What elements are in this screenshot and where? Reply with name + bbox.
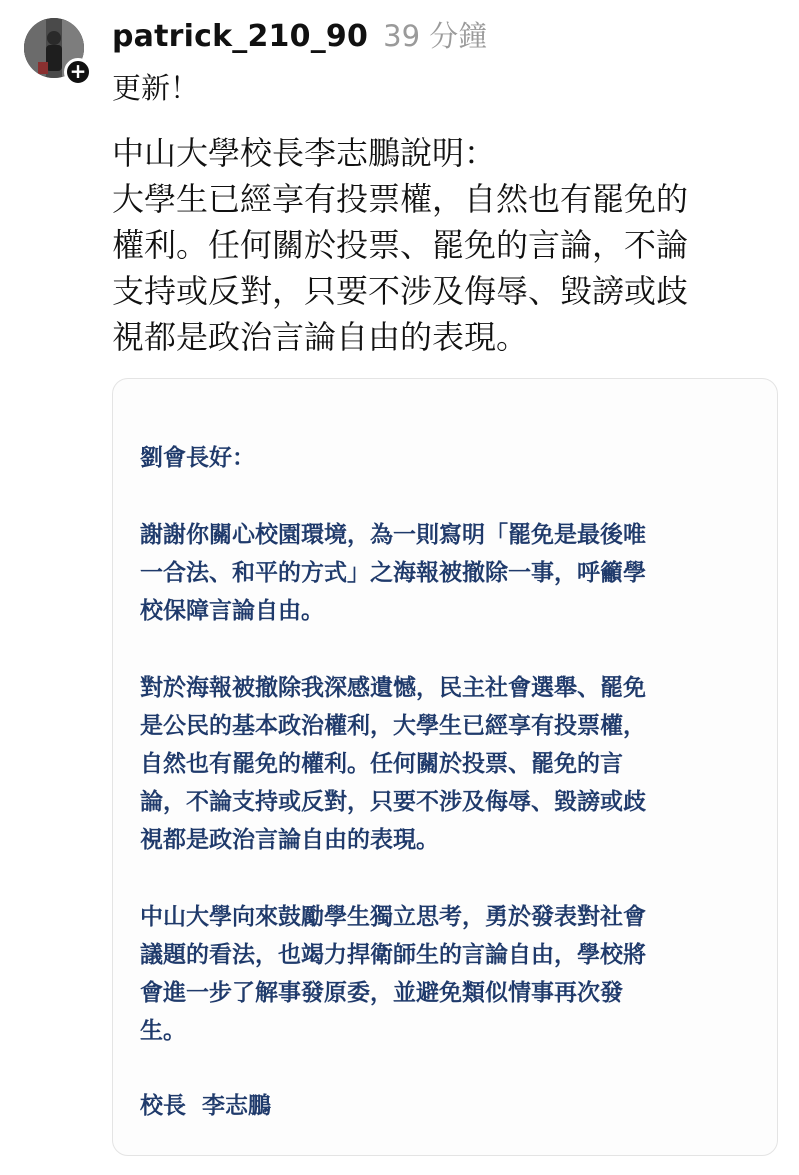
username[interactable]: patrick_210_90 bbox=[112, 19, 369, 54]
post-line: 中山大學校長李志鵬說明： bbox=[112, 134, 497, 172]
post-body bbox=[112, 130, 772, 360]
letter-greeting: 劉會長好： bbox=[140, 445, 255, 471]
letter-line: 謝謝你關心校園環境，為一則寫明「罷免是最後唯 bbox=[140, 522, 646, 548]
letter-line: 校保障言論自由。 bbox=[140, 598, 324, 624]
letter-line: 自然也有罷免的權利。任何關於投票、罷免的言 bbox=[140, 751, 623, 777]
post-header bbox=[112, 14, 779, 55]
letter-line: 視都是政治言論自由的表現。 bbox=[140, 827, 439, 853]
letter-line: 是公民的基本政治權利，大學生已經享有投票權， bbox=[140, 713, 646, 739]
letter-line: 一合法、和平的方式」之海報被撤除一事，呼籲學 bbox=[140, 560, 646, 586]
letter-content bbox=[140, 439, 760, 1125]
letter-line: 生。 bbox=[140, 1018, 186, 1044]
letter-line: 對於海報被撤除我深感遺憾，民主社會選舉、罷免 bbox=[140, 675, 646, 701]
attached-letter-image[interactable] bbox=[112, 378, 778, 1156]
timestamp: 39 分鐘 bbox=[383, 19, 488, 53]
letter-line: 會進一步了解事發原委，並避免類似情事再次發 bbox=[140, 980, 623, 1006]
follow-plus-icon[interactable]: + bbox=[64, 58, 92, 86]
update-text: 更新！ bbox=[112, 71, 200, 105]
letter-line: 議題的看法，也竭力捍衛師生的言論自由，學校將 bbox=[140, 942, 646, 968]
post-line: 視都是政治言論自由的表現。 bbox=[112, 318, 529, 356]
letter-line: 論，不論支持或反對，只要不涉及侮辱、毀謗或歧 bbox=[140, 789, 646, 815]
letter-line: 中山大學向來鼓勵學生獨立思考，勇於發表對社會 bbox=[140, 904, 646, 930]
post-line: 支持或反對，只要不涉及侮辱、毀謗或歧 bbox=[112, 272, 689, 310]
letter-signature: 校長 李志鵬 bbox=[140, 1093, 272, 1119]
post-line: 大學生已經享有投票權，自然也有罷免的 bbox=[112, 180, 689, 218]
post-line: 權利。任何關於投票、罷免的言論，不論 bbox=[112, 226, 689, 264]
